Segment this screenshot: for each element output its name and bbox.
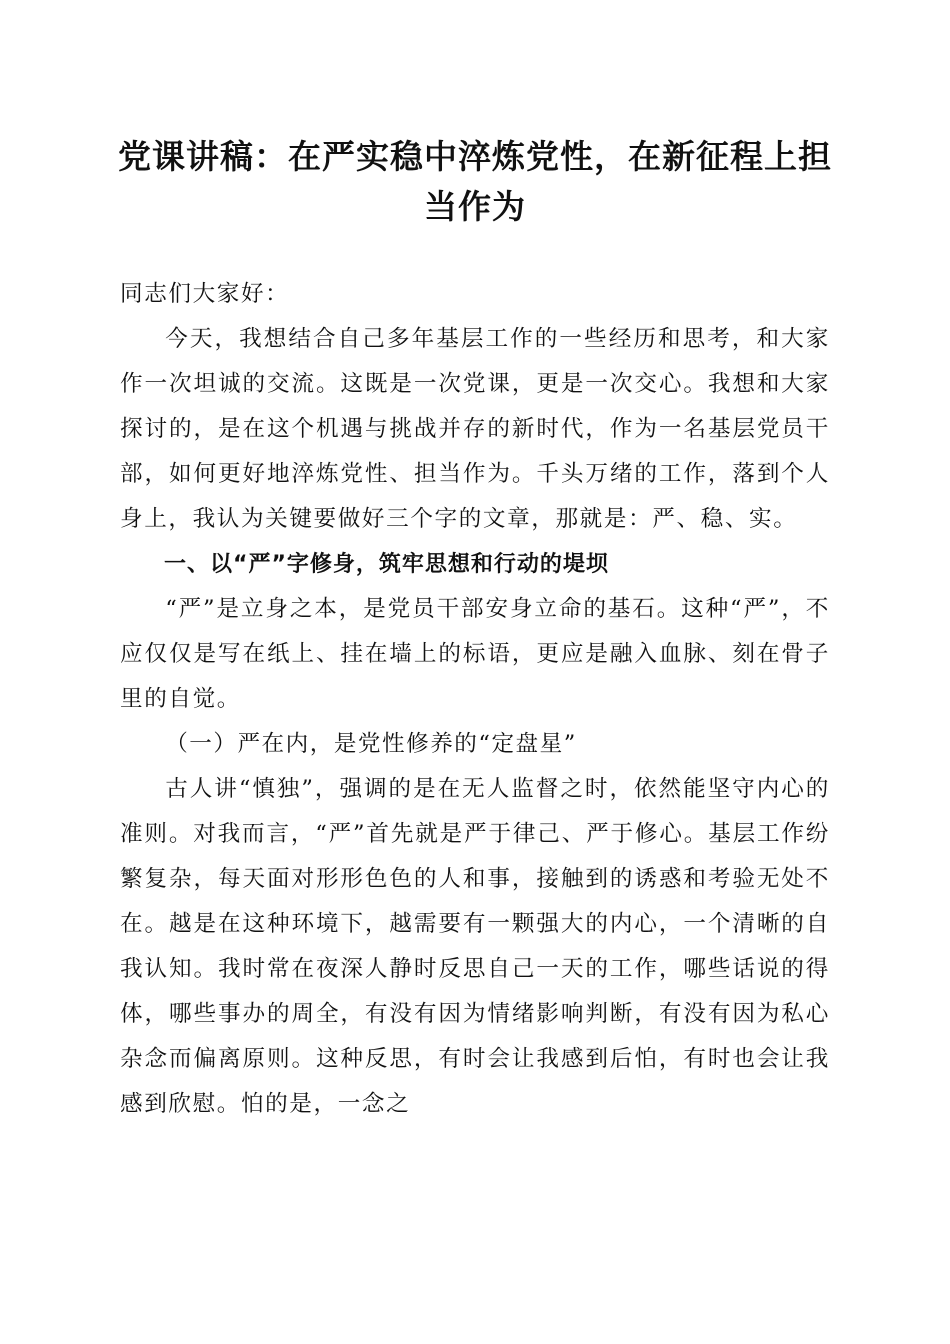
greeting: 同志们大家好：	[120, 281, 290, 307]
document-body	[120, 272, 830, 1127]
section-1-intro: “严”是立身之本，是党员干部安身立命的基石。这种“严”，不应仅仅是写在纸上、挂在墙上的标语，更应是融入血脉、刻在骨子里的自觉。	[120, 596, 830, 712]
document-title: 党课讲稿：在严实稳中淬炼党性，在新征程上担当作为	[118, 137, 832, 226]
section-heading-1: 一、以“严”字修身，筑牢思想和行动的堤坝	[164, 552, 609, 577]
subsection-1-text: 古人讲“慎独”，强调的是在无人监督之时，依然能坚守内心的准则。对我而言，“严”首先就是严于律己、严于修心。基层工作纷繁复杂，每天面对形形色色的人和事，接触到的诱惑和考验无处不在。越是在这种环境下，越需要有一颗强大的内心，一个清晰的自我认知。我时常在夜深人静时反思自己一天的工作，哪些话说的得体，哪些事办的周全，有没有因为情绪影响判断，有没有因为私心杂念而偏离原则。这种反思，有时会让我感到后怕，有时也会让我感到欣慰。怕的是，一念之	[120, 776, 830, 1117]
intro-paragraph: 今天，我想结合自己多年基层工作的一些经历和思考，和大家作一次坦诚的交流。这既是一次党课，更是一次交心。我想和大家探讨的，是在这个机遇与挑战并存的新时代，作为一名基层党员干部，如何更好地淬炼党性、担当作为。千头万绪的工作，落到个人身上，我认为关键要做好三个字的文章，那就是：严、稳、实。	[120, 326, 830, 532]
subsection-heading-1: （一）严在内，是党性修养的“定盘星”	[165, 731, 577, 757]
